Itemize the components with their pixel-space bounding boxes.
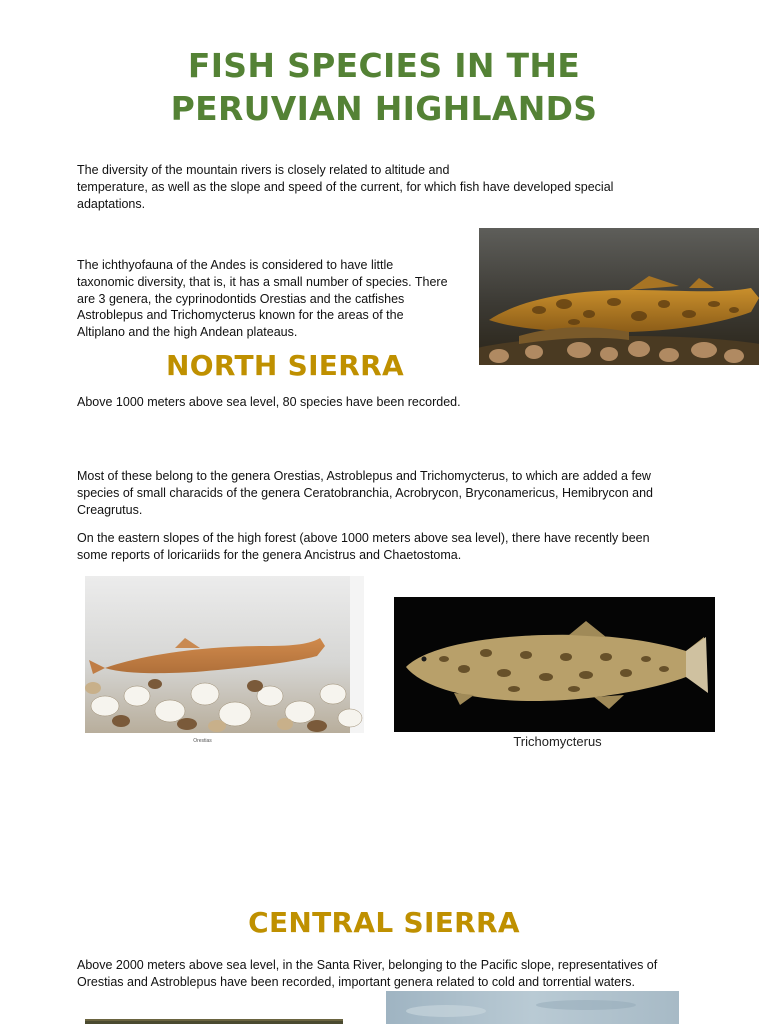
north-sierra-line: Above 1000 meters above sea level, 80 species have been recorded. <box>77 395 461 409</box>
central-sierra-heading: CENTRAL SIERRA <box>248 906 520 939</box>
title-line-2: PERUVIAN HIGHLANDS <box>170 89 598 128</box>
catfish-photo <box>479 228 759 365</box>
north-sierra-line: Creagrutus. <box>77 502 143 517</box>
north-sierra-heading: NORTH SIERRA <box>166 349 404 382</box>
central-sierra-line: Orestias and Astroblepus have been recorded, important genera related to cold and torrential waters. <box>77 974 635 989</box>
ichthyofauna-line: Altiplano and the high Andean plateaus. <box>77 325 298 340</box>
intro-line: temperature, as well as the slope and speed of the current, for which fish have developed special <box>77 179 614 194</box>
trichomycterus-caption: Trichomycterus <box>513 734 602 749</box>
ichthyofauna-line: taxonomic diversity, that is, it has a small number of species. There <box>77 274 448 289</box>
intro-paragraph <box>77 162 613 212</box>
title-line-1: FISH SPECIES IN THE <box>187 46 581 85</box>
intro-line: The diversity of the mountain rivers is closely related to altitude and <box>77 163 450 177</box>
ichthyofauna-line: The ichthyofauna of the Andes is considered to have little <box>77 258 394 272</box>
north-sierra-paragraph-2 <box>77 468 653 518</box>
north-sierra-line: species of small characids of the genera Ceratobranchia, Acrobrycon, Bryconamericus, Hemibrycon and <box>77 485 653 500</box>
north-sierra-paragraph-3 <box>77 530 650 564</box>
central-sierra-line: Above 2000 meters above sea level, in the Santa River, belonging to the Pacific slope, representatives of <box>77 958 658 972</box>
north-sierra-line: some reports of loricariids for the genera Ancistrus and Chaetostoma. <box>77 547 462 562</box>
central-sierra-photo-right <box>386 991 679 1024</box>
north-sierra-line: On the eastern slopes of the high forest (above 1000 meters above sea level), there have recently been <box>77 531 650 545</box>
north-sierra-paragraph-1 <box>77 394 461 411</box>
central-sierra-photo-left <box>85 1019 343 1024</box>
north-sierra-line: Most of these belong to the genera Orestias, Astroblepus and Trichomycterus, to which are added a few <box>77 469 651 483</box>
ichthyofauna-line: Astroblepus and Trichomycterus known for the areas of the <box>77 308 404 323</box>
ichthyofauna-paragraph <box>77 257 448 341</box>
orestias-caption: Orestias <box>193 738 212 744</box>
intro-line: adaptations. <box>77 196 146 211</box>
orestias-photo <box>85 576 364 733</box>
trichomycterus-photo <box>394 597 715 732</box>
central-sierra-paragraph-1 <box>77 957 657 991</box>
ichthyofauna-line: are 3 genera, the cyprinodontids Orestias and the catfishes <box>77 291 405 306</box>
